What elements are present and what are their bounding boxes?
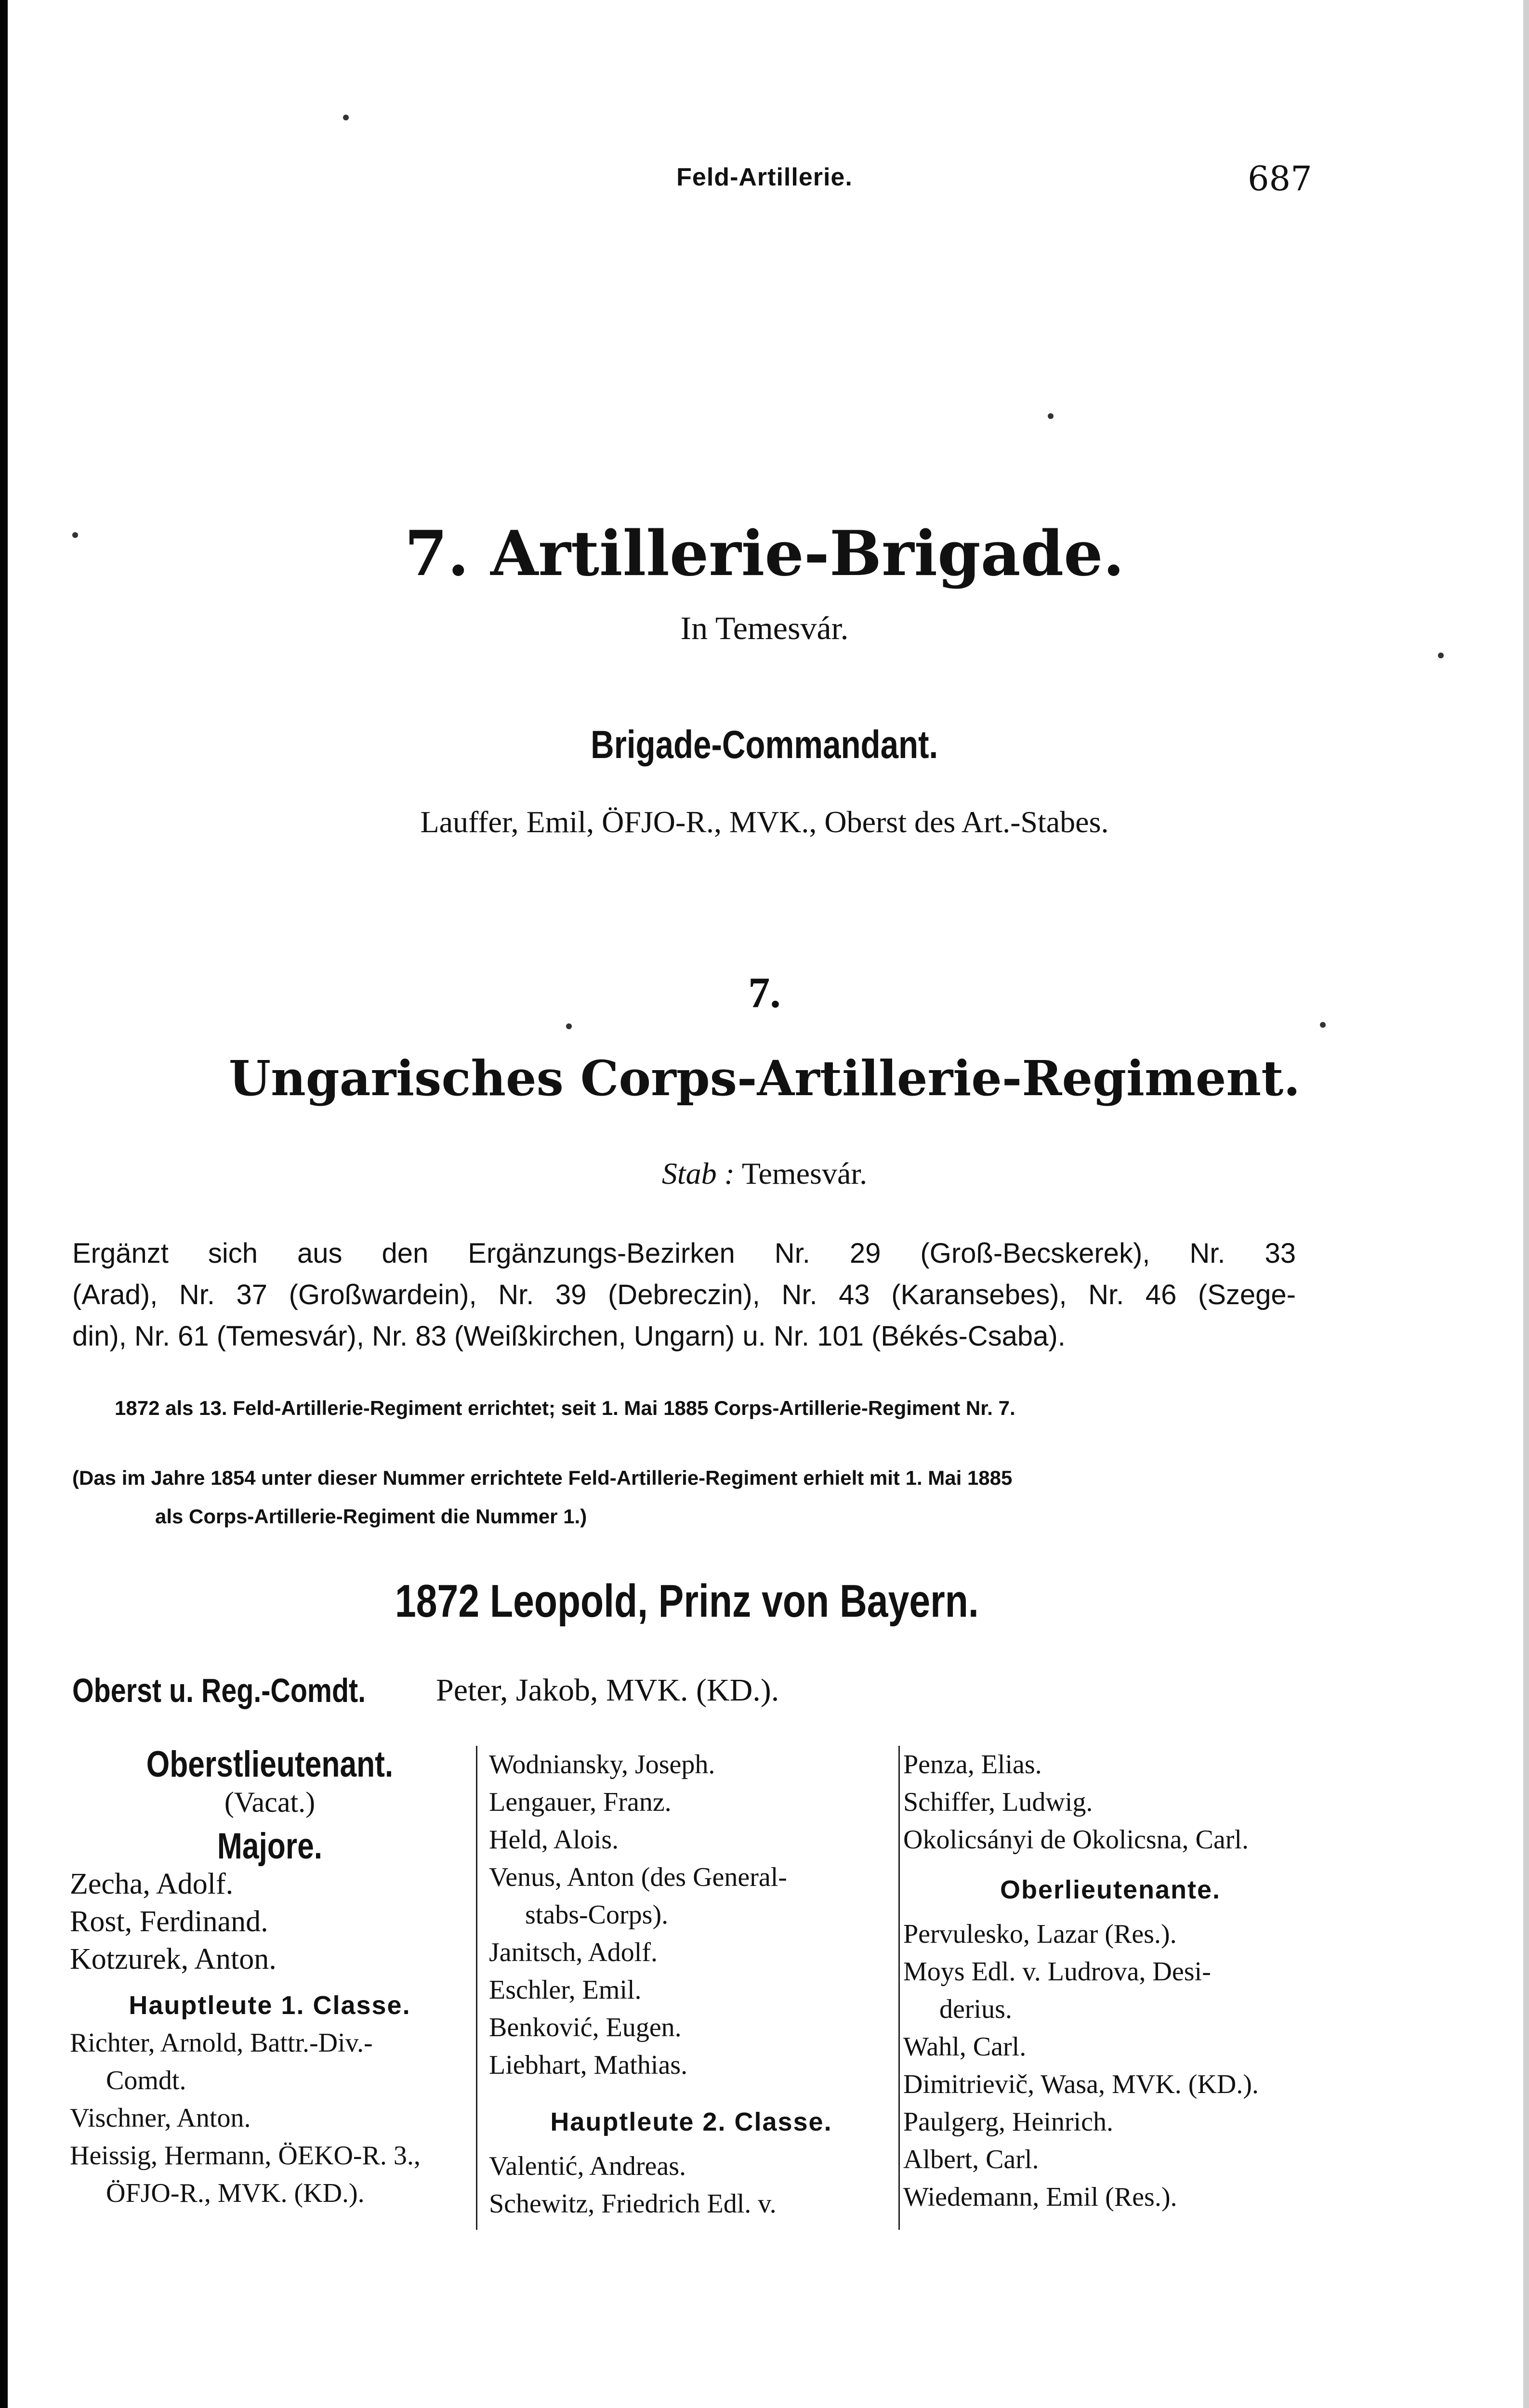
- hauptleute1-line: Comdt.: [106, 2066, 186, 2095]
- regiment-note-line: (Das im Jahre 1854 unter dieser Nummer errichtete Feld-Artillerie-Regiment erhielt mit 1. Mai 1885: [72, 1466, 1013, 1489]
- regiment-note-line: als Corps-Artillerie-Regiment die Nummer 1.): [155, 1505, 587, 1528]
- hauptleute1-heading: Hauptleute 1. Classe.: [129, 1991, 411, 2020]
- oberst-name: Peter, Jakob, MVK. (KD.).: [436, 1673, 779, 1708]
- middle-name-line: stabs-Corps).: [525, 1900, 669, 1930]
- middle-name-line: Held, Alois.: [489, 1825, 619, 1855]
- running-title: Feld-Artillerie.: [676, 163, 853, 191]
- majore-heading: Majore.: [217, 1826, 323, 1867]
- page-number: 687: [1248, 159, 1312, 198]
- hauptleute2-name: Schewitz, Friedrich Edl. v.: [489, 2189, 777, 2219]
- regiment-stab: [0, 1156, 1529, 1191]
- oberlt-line: Pervulesko, Lazar (Res.).: [903, 1919, 1177, 1949]
- right-name: Penza, Elias.: [903, 1750, 1042, 1780]
- scan-border-right: [1523, 0, 1529, 2408]
- scan-border-left: [0, 0, 8, 2408]
- column-divider: [898, 1746, 900, 2230]
- brigade-location: In Temesvár.: [680, 610, 849, 646]
- hauptleute1-line: Vischner, Anton.: [70, 2103, 251, 2133]
- scan-speck: [566, 1023, 572, 1029]
- brigade-title: 7. Artillerie-Brigade.: [404, 518, 1125, 590]
- erganzung-paragraph: [72, 1233, 1296, 1357]
- hauptleute1-line: ÖFJO-R., MVK. (KD.).: [106, 2178, 365, 2208]
- middle-name-line: Liebhart, Mathias.: [489, 2050, 688, 2080]
- stab-label: Stab :: [661, 1156, 735, 1191]
- major-name: Zecha, Adolf.: [70, 1868, 234, 1900]
- column-divider: [476, 1746, 477, 2230]
- oberlt-line: Wahl, Carl.: [903, 2032, 1027, 2062]
- regiment-number: 7.: [748, 969, 781, 1017]
- middle-name-line: Eschler, Emil.: [489, 1975, 642, 2005]
- middle-name-line: Benković, Eugen.: [489, 2013, 682, 2042]
- oberlt-line: Dimitrievič, Wasa, MVK. (KD.).: [903, 2069, 1259, 2099]
- right-column: [903, 1746, 1318, 2216]
- oberlt-line: derius.: [939, 1994, 1012, 2024]
- middle-name-line: Venus, Anton (des General-: [489, 1862, 787, 1892]
- hauptleute1-line: Heissig, Hermann, ÖEKO-R. 3.,: [70, 2141, 421, 2171]
- oberlt-line: Albert, Carl.: [903, 2145, 1039, 2174]
- right-name: Schiffer, Ludwig.: [903, 1787, 1093, 1817]
- commandant-heading: [0, 722, 1529, 768]
- regiment-patron: 1872 Leopold, Prinz von Bayern.: [395, 1575, 979, 1627]
- hauptleute1-line: Richter, Arnold, Battr.-Div.-: [70, 2028, 373, 2058]
- oberlt-heading: Oberlieutenante.: [1000, 1875, 1221, 1904]
- scan-speck: [1438, 653, 1444, 658]
- oberst-label: Oberst u. Reg.-Comdt.: [72, 1672, 366, 1709]
- oberstlt-heading: Oberstlieutenant.: [146, 1744, 394, 1785]
- middle-name-line: Janitsch, Adolf.: [489, 1937, 658, 1967]
- hauptleute2-heading: Hauptleute 2. Classe.: [550, 2107, 832, 2136]
- major-name: Kotzurek, Anton.: [70, 1943, 277, 1976]
- regiment-title: Ungarisches Corps-Artillerie-Regiment.: [228, 1050, 1301, 1107]
- major-name: Rost, Ferdinand.: [70, 1905, 268, 1938]
- oberlt-line: Moys Edl. v. Ludrova, Desi-: [903, 1957, 1211, 1987]
- scan-speck: [1320, 1022, 1326, 1028]
- left-column: [70, 1746, 470, 2212]
- erganzung-line: Ergänzt sich aus den Ergänzungs-Bezirken Nr. 29 (Groß-Becskerek), Nr. 33: [72, 1238, 1296, 1269]
- middle-column: [489, 1746, 894, 2223]
- oberlt-line: Paulgerg, Heinrich.: [903, 2107, 1113, 2137]
- erganzung-line: (Arad), Nr. 37 (Großwardein), Nr. 39 (Debreczin), Nr. 43 (Karansebes), Nr. 46 (Szege-: [72, 1279, 1296, 1310]
- hauptleute2-name: Valentić, Andreas.: [489, 2151, 686, 2181]
- scan-speck: [343, 115, 349, 120]
- stab-value: Temesvár.: [741, 1156, 868, 1191]
- scan-speck: [1048, 413, 1054, 419]
- commandant-heading-text: Brigade-Commandant.: [591, 723, 938, 767]
- brigade-commandant: Lauffer, Emil, ÖFJO-R., MVK., Oberst des Art.-Stabes.: [420, 805, 1109, 839]
- middle-name-line: Lengauer, Franz.: [489, 1787, 672, 1817]
- oberstlt-value: (Vacat.): [224, 1786, 316, 1818]
- middle-name-line: Wodniansky, Joseph.: [489, 1750, 715, 1780]
- regiment-history: 1872 als 13. Feld-Artillerie-Regiment errichtet; seit 1. Mai 1885 Corps-Artillerie-Regiment Nr. 7.: [115, 1397, 1015, 1419]
- right-name: Okolicsányi de Okolicsna, Carl.: [903, 1825, 1249, 1855]
- oberlt-line: Wiedemann, Emil (Res.).: [903, 2182, 1177, 2212]
- erganzung-line: din), Nr. 61 (Temesvár), Nr. 83 (Weißkirchen, Ungarn) u. Nr. 101 (Békés-Csaba).: [72, 1321, 1066, 1352]
